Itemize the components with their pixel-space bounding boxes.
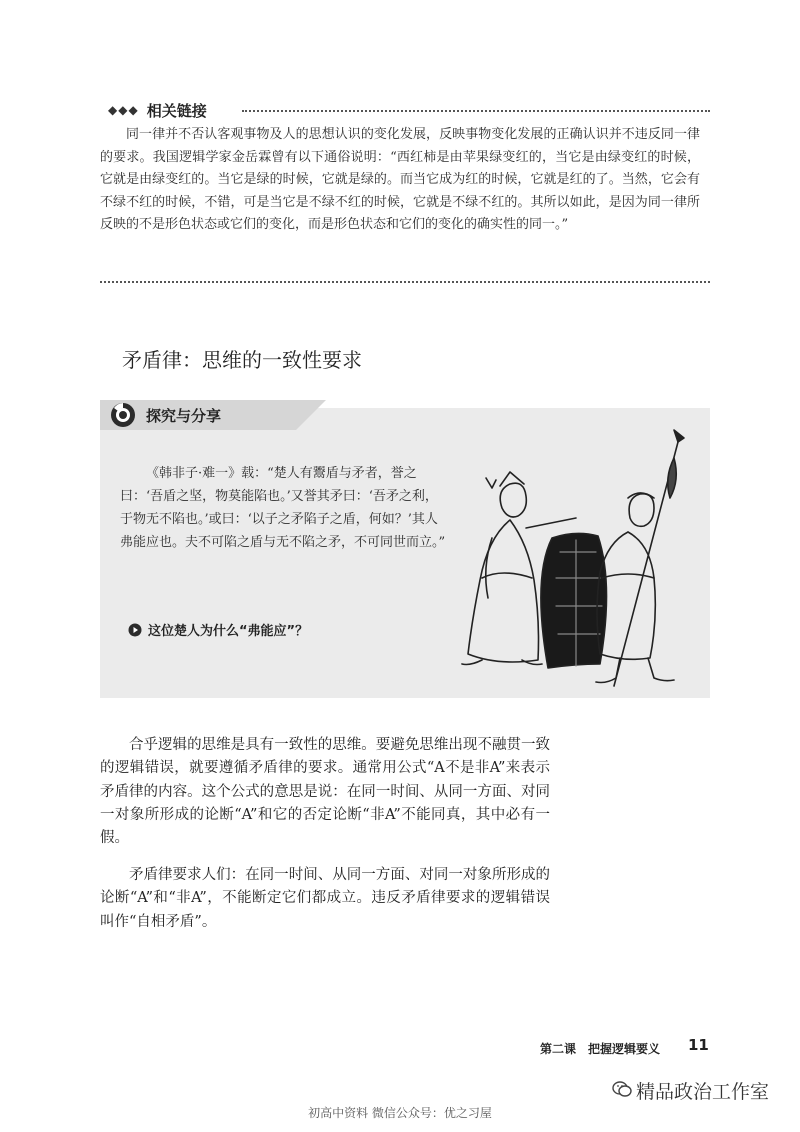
body-paragraph-1: 合乎逻辑的思维是具有一致性的思维。要避免思维出现不融贯一致的逻辑错误，就要遵循矛盾律的要求。通常用公式“A不是非A”来表示矛盾律的内容。这个公式的意思是说：在同一时间、从同一方面、对同一对象所形成的论断“A”和它的否定论断“非A”不能同真，其中必有一假。 xyxy=(100,737,550,847)
discussion-question xyxy=(128,620,308,639)
spear-shield-illustration xyxy=(452,428,702,693)
wechat-icon xyxy=(612,1080,632,1098)
explore-tab-slant xyxy=(296,400,326,430)
watermark-text: 精品政治工作室 xyxy=(636,1081,770,1103)
body-paragraph-2: 矛盾律要求人们：在同一时间、从同一方面、对同一对象所形成的论断“A”和“非A”，不能断定它们都成立。违反矛盾律要求的逻辑错误叫作“自相矛盾”。 xyxy=(100,867,550,930)
section-title: 矛盾律：思维的一致性要求 xyxy=(122,348,362,372)
chapter-footer: 第二课 把握逻辑要义 xyxy=(540,1042,661,1056)
explore-disc-icon xyxy=(110,402,136,428)
bottom-caption: 初高中资料 微信公众号：优之习屋 xyxy=(308,1106,492,1120)
question-text: 这位楚人为什么“弗能应”？ xyxy=(148,624,309,639)
diamond-marker-icon: ◆◆◆ xyxy=(108,103,139,117)
hanfeizi-quote: 《韩非子·难一》载：“楚人有鬻盾与矛者，誉之曰：‘吾盾之坚，物莫能陷也。’又誉其矛曰：‘吾矛之利，于物无不陷也。’或曰：‘以子之矛陷子之盾，何如？’其人弗能应也。夫不可陷之盾与无不陷之矛，不可同世而立。” xyxy=(120,466,446,550)
related-link-paragraph: 同一律并不否认客观事物及人的思想认识的变化发展，反映事物变化发展的正确认识并不违反同一律的要求。我国逻辑学家金岳霖曾有以下通俗说明：“西红柿是由苹果绿变红的，当它是由绿变红的时候，它就是由绿变红的。当它是绿的时候，它就是绿的。而当它成为红的时候，它就是红的了。当然，它会有不绿不红的时候，不错，可是当它是不绿不红的时候，它就是不绿不红的。其所以如此，是因为同一律所反映的不是形色状态或它们的变化，而是形色状态和它们的变化的确实性的同一。” xyxy=(100,127,700,233)
play-circle-icon xyxy=(128,623,142,637)
related-link-header xyxy=(108,100,207,120)
header-dotted-divider xyxy=(242,110,710,112)
page-number: 11 xyxy=(688,1036,709,1054)
link-box-bottom-divider xyxy=(100,281,710,283)
related-link-title: 相关链接 xyxy=(146,101,207,120)
explore-share-title: 探究与分享 xyxy=(146,407,222,425)
